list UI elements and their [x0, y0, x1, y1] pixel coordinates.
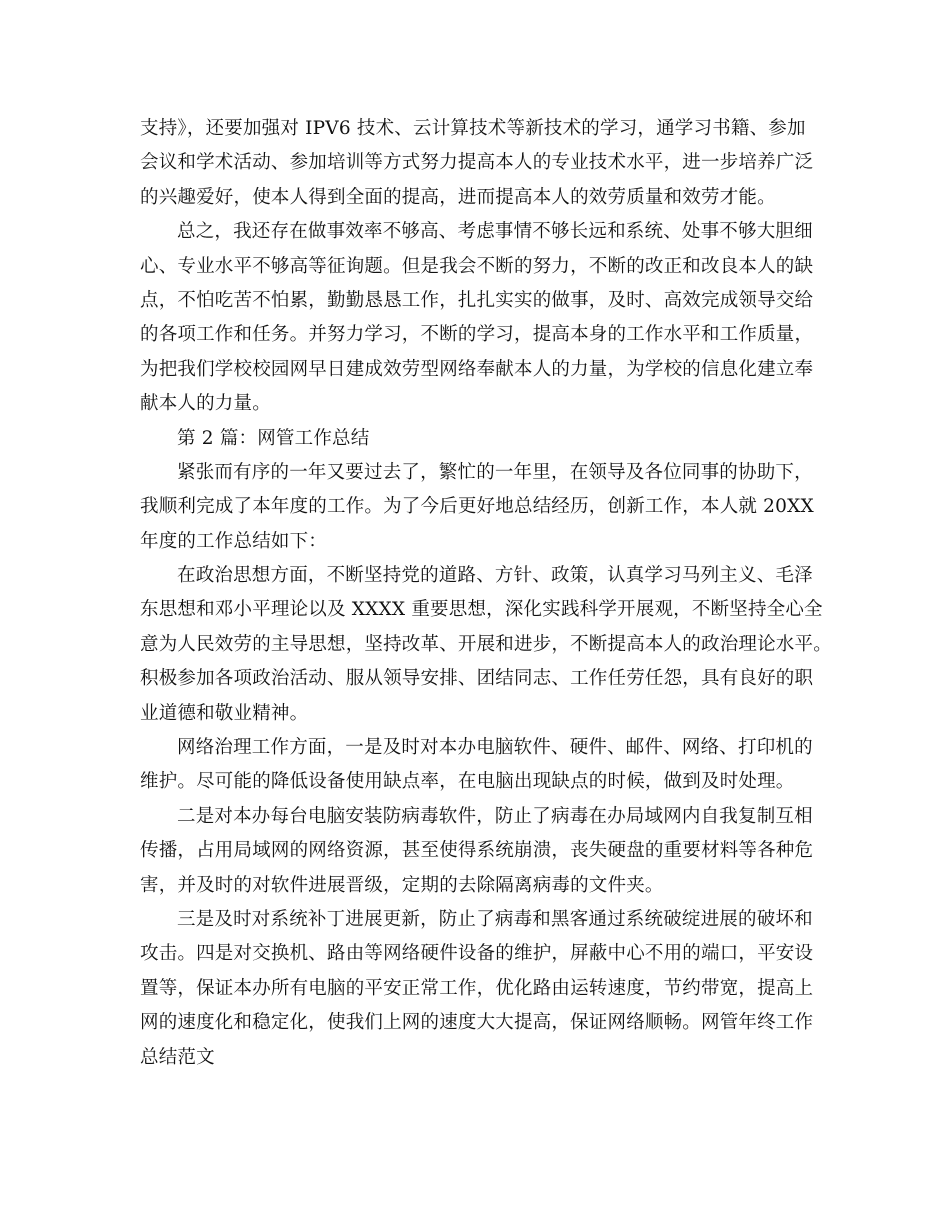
- paragraph-start-line: 总之，我还存在做事效率不够高、考虑事情不够长远和系统、处事不够大胆细: [177, 221, 813, 243]
- text-line: 的各项工作和任务。并努力学习，不断的学习，提高本身的工作水平和工作质量，: [140, 324, 814, 346]
- text-line: 总结范文: [140, 1046, 215, 1068]
- text-line: 献本人的力量。: [140, 393, 271, 415]
- text-line: 点，不怕吃苦不怕累，勤勤恳恳工作，扎扎实实的做事，及时、高效完成领导交给: [140, 289, 814, 311]
- paragraph-start-line: 网络治理工作方面，一是及时对本办电脑软件、硬件、邮件、网络、打印机的: [177, 737, 813, 759]
- paragraph-start-line: 在政治思想方面，不断坚持党的道路、方针、政策，认真学习马列主义、毛泽: [177, 565, 813, 587]
- text-line: 业道德和敬业精神。: [140, 702, 309, 724]
- document-body: [140, 112, 832, 1075]
- text-line: 会议和学术活动、参加培训等方式努力提高本人的专业技术水平，进一步培养广泛: [140, 152, 814, 174]
- paragraph-start-line: 紧张而有序的一年又要过去了，繁忙的一年里，在领导及各位同事的协助下，: [177, 461, 813, 483]
- text-line: 支持》，还要加强对 IPV6 技术、云计算技术等新技术的学习，通学习书籍、参加: [140, 118, 806, 139]
- paragraph-start-line: 二是对本办每台电脑安装防病毒软件，防止了病毒在办局域网内自我复制互相: [177, 805, 813, 827]
- text-line: 东思想和邓小平理论以及 XXXX 重要思想，深化实践科学开展观，不断坚持全心全: [140, 599, 823, 621]
- text-line: 积极参加各项政治活动、服从领导安排、团结同志、工作任劳任怨，具有良好的职: [140, 668, 814, 690]
- text-line: 我顺利完成了本年度的工作。为了今后更好地总结经历，创新工作，本人就 20XX: [140, 496, 814, 518]
- text-line: 为把我们学校校园网早日建成效劳型网络奉献本人的力量，为学校的信息化建立奉: [140, 358, 814, 380]
- text-line: 攻击。四是对交换机、路由等网络硬件设备的维护，屏蔽中心不用的端口，平安设: [140, 943, 814, 965]
- text-line: 传播，占用局域网的网络资源，甚至使得系统崩溃，丧失硬盘的重要材料等各种危: [140, 840, 814, 862]
- text-line: 维护。尽可能的降低设备使用缺点率，在电脑出现缺点的时候，做到及时处理。: [140, 771, 795, 793]
- text-line: 意为人民效劳的主导思想，坚持改革、开展和进步，不断提高本人的政治理论水平。: [140, 633, 832, 655]
- text-line: 网的速度化和稳定化，使我们上网的速度大大提高，保证网络顺畅。网管年终工作: [140, 1012, 814, 1034]
- paragraph-start-line: 三是及时对系统补丁进展更新，防止了病毒和黑客通过系统破绽进展的破坏和: [177, 908, 813, 930]
- text-line: 置等，保证本办所有电脑的平安正常工作，优化路由运转速度，节约带宽，提高上: [140, 977, 814, 999]
- section-heading: 第 2 篇：网管工作总结: [177, 427, 370, 449]
- text-line: 年度的工作总结如下：: [140, 530, 328, 552]
- text-line: 心、专业水平不够高等征询题。但是我会不断的努力，不断的改正和改良本人的缺: [140, 255, 814, 277]
- text-line: 害，并及时的对软件进展晋级，定期的去除隔离病毒的文件夹。: [140, 874, 664, 896]
- text-line: 的兴趣爱好，使本人得到全面的提高，进而提高本人的效劳质量和效劳才能。: [140, 186, 776, 208]
